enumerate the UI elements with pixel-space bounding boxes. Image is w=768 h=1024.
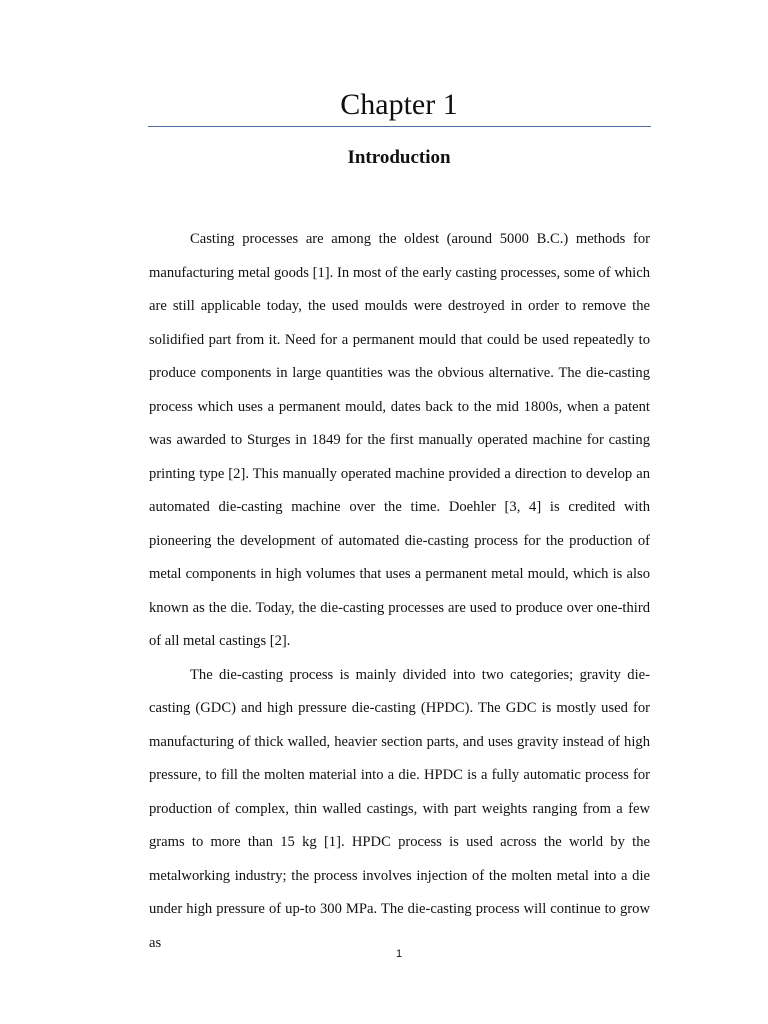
chapter-divider bbox=[148, 126, 651, 127]
paragraph-1: Casting processes are among the oldest (around 5000 B.C.) methods for manufacturing metal goods [1]. In most of the early casting processes, some of which are still applicable today, the used moulds were destroyed in order to remove the solidified part from it. Need for a permanent mould that could be used repeatedly to produce components in large quantities was the obvious alternative. The die-casting process which uses a permanent mould, dates back to the mid 1800s, when a patent was awarded to Sturges in 1849 for the first manually operated machine for casting printing type [2]. This manually operated machine provided a direction to develop an automated die-casting machine over the time. Doehler [3, 4] is credited with pioneering the development of automated die-casting process for the production of metal components in high volumes that uses a permanent metal mould, which is also known as the die. Today, the die-casting processes are used to produce over one-third of all metal castings [2]. bbox=[149, 231, 650, 649]
page-number: 1 bbox=[395, 948, 403, 960]
section-title: Introduction bbox=[347, 147, 451, 168]
body-text bbox=[149, 223, 650, 960]
paragraph-2: The die-casting process is mainly divided into two categories; gravity die-casting (GDC) and high pressure die-casting (HPDC). The GDC is mostly used for manufacturing of thick walled, heavier section parts, and uses gravity instead of high pressure, to fill the molten material into a die. HPDC is a fully automatic process for production of complex, thin walled castings, with part weights ranging from a few grams to more than 15 kg [1]. HPDC process is used across the world by the metalworking industry; the process involves injection of the molten metal into a die under high pressure of up-to 300 MPa. The die-casting process will continue to grow as bbox=[149, 666, 650, 951]
chapter-title: Chapter 1 bbox=[340, 88, 458, 121]
